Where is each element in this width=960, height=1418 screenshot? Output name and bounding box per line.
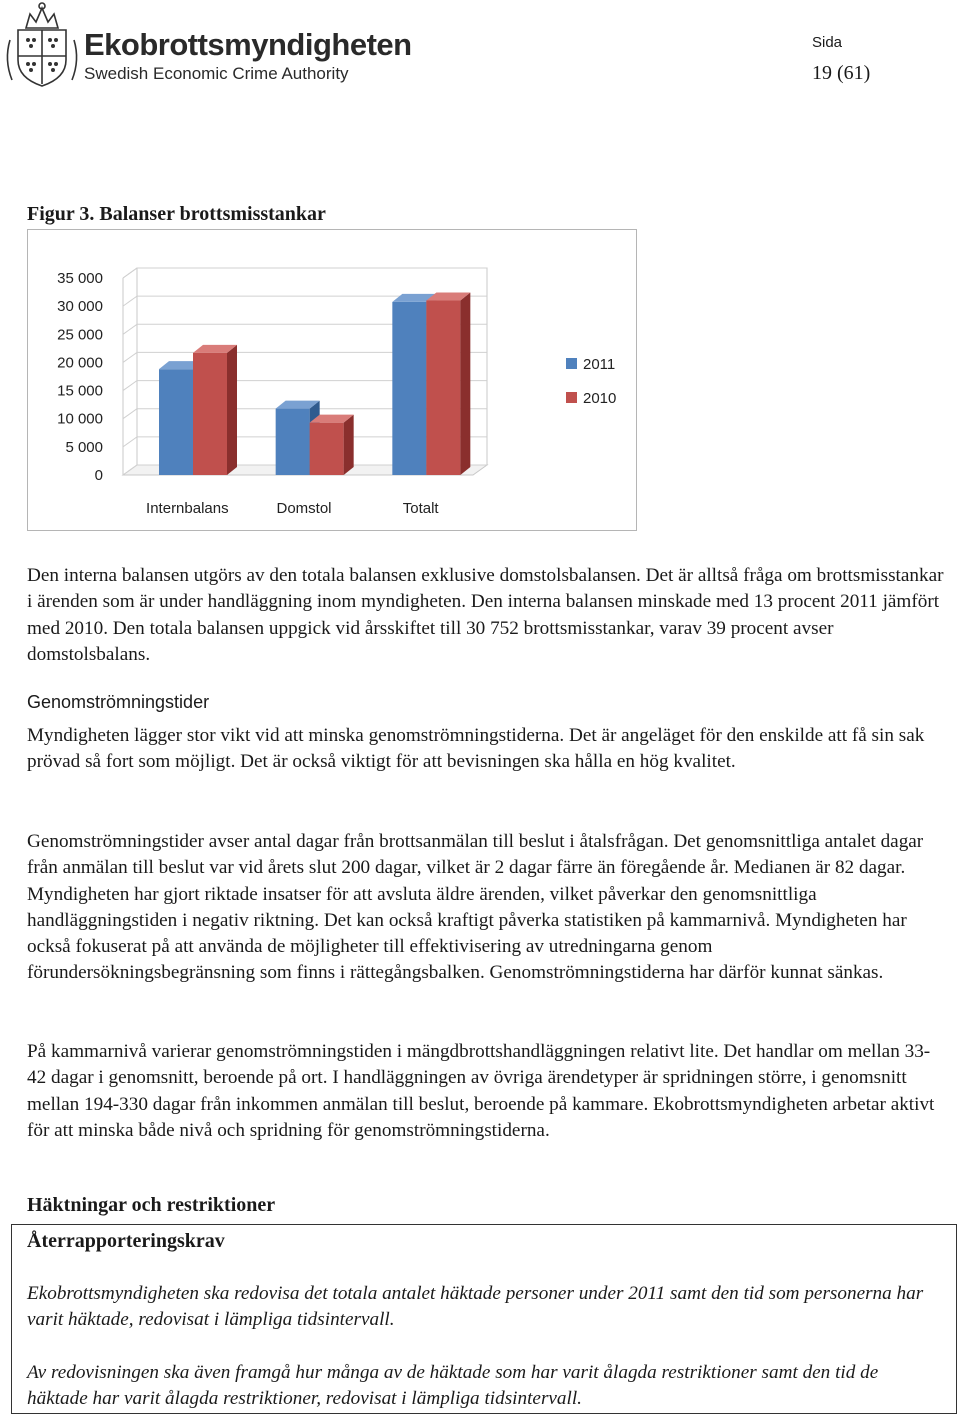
legend-label: 2011	[583, 356, 616, 373]
y-tick-label: 20 000	[57, 354, 103, 372]
paragraph-genom-intro	[27, 723, 945, 776]
bar-side	[227, 345, 237, 475]
requirement-title: Återrapporteringskrav	[27, 1230, 225, 1252]
bar-2011-domstol	[276, 409, 310, 475]
x-tick-label: Totalt	[402, 500, 439, 517]
bar-side	[460, 293, 470, 475]
paragraph-kammarniva	[27, 1039, 945, 1144]
paragraph-text: Ekobrottsmyndigheten ska redovisa det totala antalet häktade personer under 2011 samt den tid som personerna har varit häktade, redovisat i lämpliga tidsintervall.	[27, 1283, 924, 1331]
bar-side	[344, 415, 354, 475]
bar-2010-totalt	[426, 301, 460, 475]
gridline-diag	[123, 352, 137, 362]
paragraph-text: Av redovisningen ska även framgå hur många av de häktade som har varit ålagda restriktioner samt den tid de häktade har varit ålagda restriktioner, redovisat i lämpliga tidsintervall.	[27, 1362, 879, 1410]
y-tick-label: 30 000	[57, 298, 103, 316]
figure-title: Figur 3. Balanser brottsmisstankar	[27, 203, 326, 225]
legend-label: 2010	[583, 390, 617, 407]
heading-haktningar: Häktningar och restriktioner	[27, 1194, 276, 1216]
gridline-diag	[123, 409, 137, 419]
y-tick-label: 0	[94, 467, 103, 484]
legend-swatch	[566, 358, 577, 369]
chart-frame	[27, 229, 637, 531]
heading-genomstromningstider: Genomströmningstider	[27, 692, 210, 712]
y-tick-label: 25 000	[57, 326, 103, 344]
paragraph-genom-detail	[27, 829, 945, 987]
gridline-diag	[123, 324, 137, 334]
paragraph-text: Genomströmningstider avser antal dagar från brottsanmälan till beslut i åtalsfrågan. Det genomsnittliga antalet dagar från anmälan till beslut var vid årets slut 200 dagar, vilket är 2 dagar färre än föregående år. Medianen är 82 dagar. Myndigheten har gjort riktade insatser för att avsluta äldre ärenden, vilket påverkar den genomsnittliga handläggningstiden i negativ riktning. Det kan också kraftigt påverka statistiken på kammarnivå. Myndigheten har också fokuserat på att använda de möjligheter till effektivisering av utredningarna genom förundersökningsbegränsning som finns i rättegångsbalken. Genomströmningstiderna har därför kunnat sänkas.	[27, 831, 924, 984]
page-number: 19 (61)	[812, 62, 871, 84]
y-tick-label: 15 000	[57, 382, 103, 400]
y-tick-label: 5 000	[65, 438, 103, 456]
bar-2010-internbalans	[193, 353, 227, 475]
gridline-diag	[123, 268, 137, 278]
paragraph-text: På kammarnivå varierar genomströmningstiden i mängdbrottshandläggningen relativt lite. Det handlar om mellan 33-42 dagar i genomsnitt, beroende på ort. I handläggningen av övriga ärendetyper är spridningen större, i genomsnitt mellan 194-330 dagar från inkommen anmälan till beslut, beroende på kammare. Ekobrottsmyndigheten arbetar aktivt för att minska både nivå och spridning för genomströmningstiderna.	[27, 1041, 935, 1141]
x-tick-label: Internbalans	[146, 500, 229, 517]
chart-side-wall	[123, 268, 137, 475]
page-label: Sida	[812, 34, 843, 51]
bar-2010-domstol	[310, 423, 344, 475]
x-tick-label: Domstol	[276, 500, 332, 517]
gridline-diag	[123, 381, 137, 391]
bar-2011-internbalans	[159, 369, 193, 475]
y-tick-label: 35 000	[57, 270, 103, 287]
requirement-paragraph-2	[27, 1360, 937, 1413]
requirement-paragraph-1	[27, 1281, 937, 1334]
paragraph-balans	[27, 563, 945, 668]
paragraph-text: Den interna balansen utgörs av den totala balansen exklusive domstolsbalansen. Det är alltså fråga om brottsmisstankar i ärenden som är under handläggning inom myndigheten. Den interna balansen minskade med 13 procent 2011 jämfört med 2010. Den totala balansen uppgick vid årsskiftet till 30 752 brottsmisstankar, varav 39 procent avser domstolsbalans.	[27, 565, 944, 665]
gridline-diag	[123, 296, 137, 306]
crest-logo-icon	[2, 0, 82, 90]
y-tick-label: 10 000	[57, 410, 103, 428]
org-name: Ekobrottsmyndigheten	[84, 27, 412, 62]
bar-chart	[28, 230, 636, 530]
legend-swatch	[566, 392, 577, 403]
org-subtitle: Swedish Economic Crime Authority	[84, 64, 349, 83]
paragraph-text: Myndigheten lägger stor vikt vid att minska genomströmningstiderna. Det är angeläget för den enskilde att få sin sak prövad så fort som möjligt. Det är också viktigt för att bevisningen ska hålla en hög kvalitet.	[27, 725, 925, 773]
gridline-diag	[123, 437, 137, 447]
bar-2011-totalt	[392, 302, 426, 475]
